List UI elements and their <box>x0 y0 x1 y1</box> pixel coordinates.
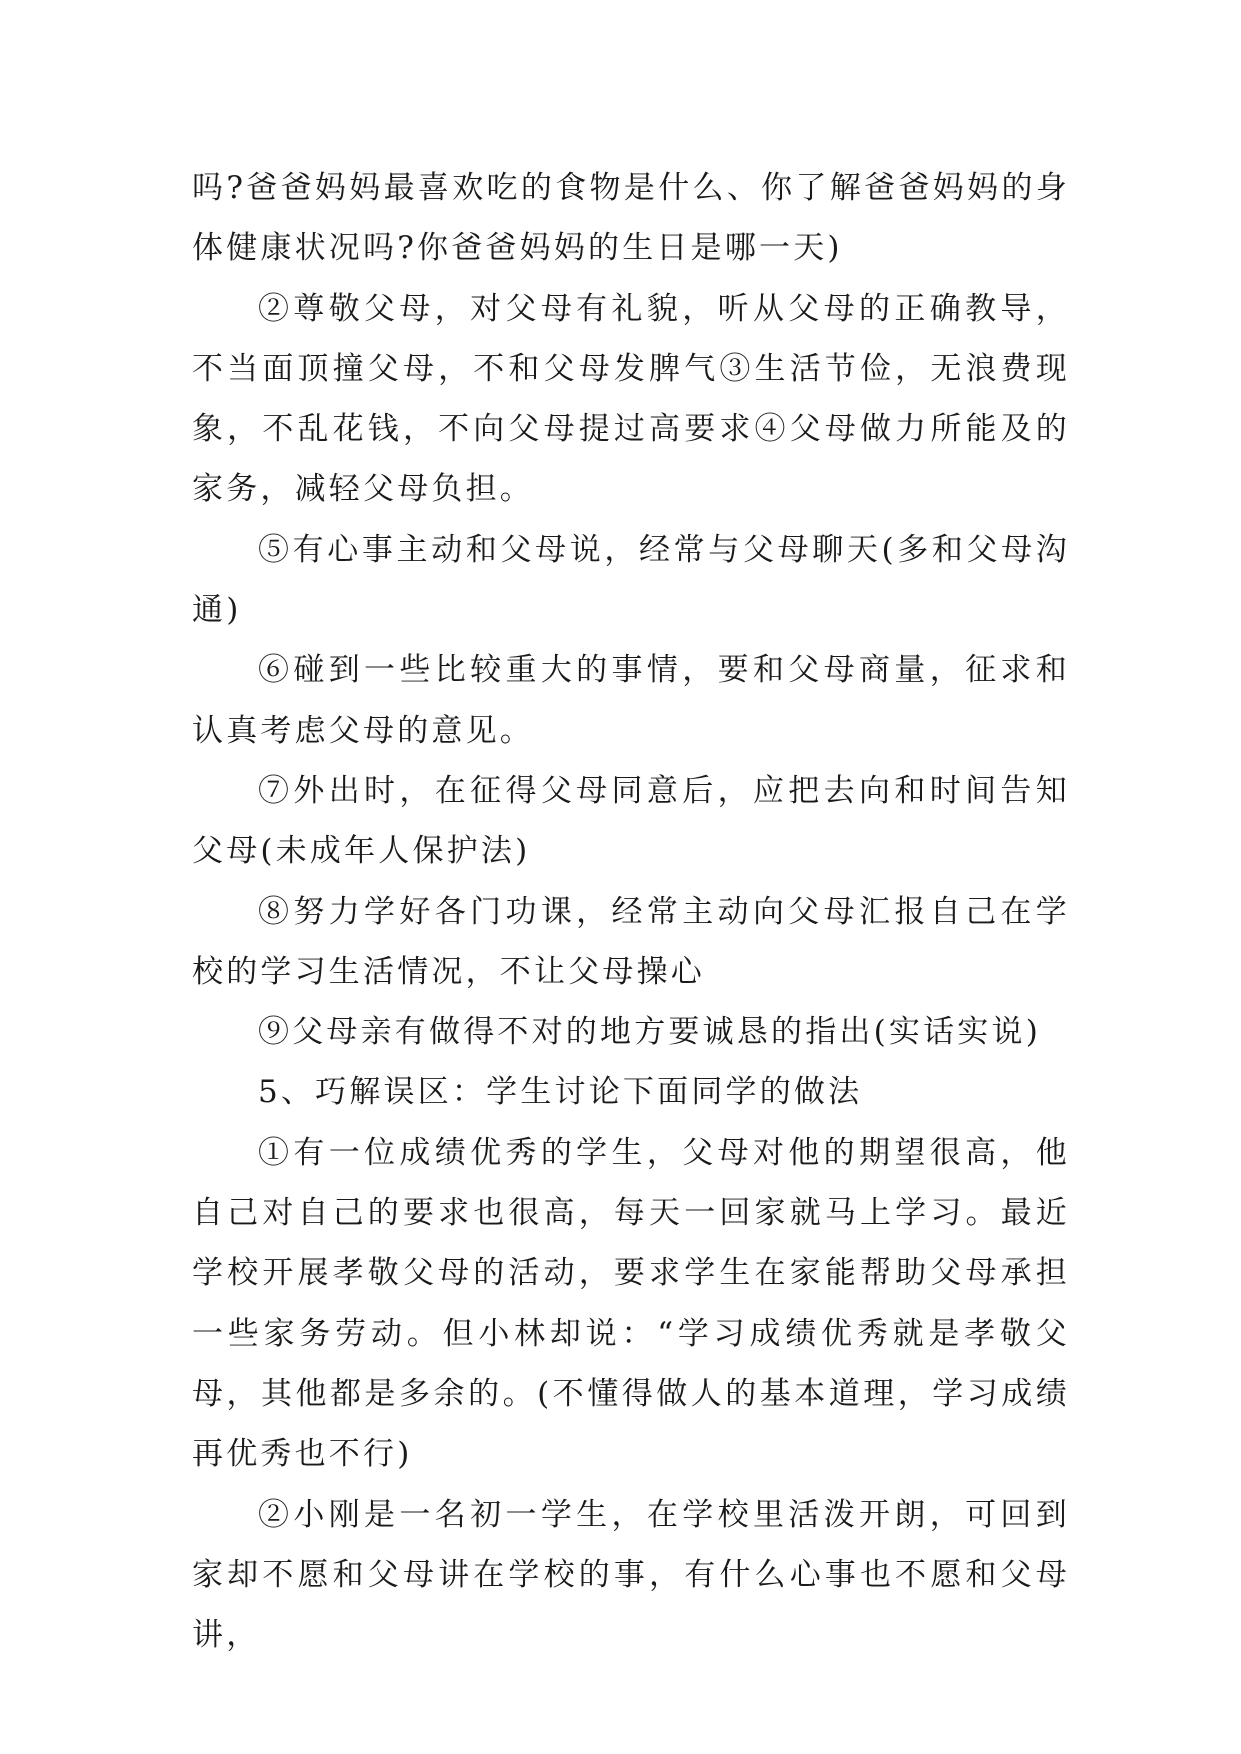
paragraph-6: ⑧努力学好各门功课，经常主动向父母汇报自己在学校的学习生活情况，不让父母操心 <box>192 893 1070 990</box>
paragraph-10: ②小刚是一名初一学生，在学校里活泼开朗，可回到家却不愿和父母讲在学校的事，有什么心事也不愿和父母讲， <box>192 1496 1070 1654</box>
paragraph-1: 吗?爸爸妈妈最喜欢吃的食物是什么、你了解爸爸妈妈的身体健康状况吗?你爸爸妈妈的生日是哪一天) <box>192 170 1070 267</box>
document-body <box>192 158 1070 1665</box>
section-heading: 5、巧解误区：学生讨论下面同学的做法 <box>258 1074 863 1111</box>
paragraph-3: ⑤有心事主动和父母说，经常与父母聊天(多和父母沟通) <box>192 531 1070 629</box>
paragraph-9: ①有一位成绩优秀的学生，父母对他的期望很高，他自己对自己的要求也很高，每天一回家就马上学习。最近学校开展孝敬父母的活动，要求学生在家能帮助父母承担一些家务劳动。但小林却说：“学习成绩优秀就是孝敬父母，其他都是多余的。(不懂得做人的基本道理，学习成绩再优秀也不行) <box>192 1134 1070 1473</box>
paragraph-7: ⑨父母亲有做得不对的地方要诚恳的指出(实话实说) <box>258 1014 1041 1051</box>
paragraph-4: ⑥碰到一些比较重大的事情，要和父母商量，征求和认真考虑父母的意见。 <box>192 652 1070 749</box>
paragraph-2: ②尊敬父母，对父母有礼貌，听从父母的正确教导，不当面顶撞父母，不和父母发脾气③生活节俭，无浪费现象，不乱花钱，不向父母提过高要求④父母做力所能及的家务，减轻父母负担。 <box>192 290 1070 508</box>
paragraph-5: ⑦外出时，在征得父母同意后，应把去向和时间告知父母(未成年人保护法) <box>192 772 1070 870</box>
